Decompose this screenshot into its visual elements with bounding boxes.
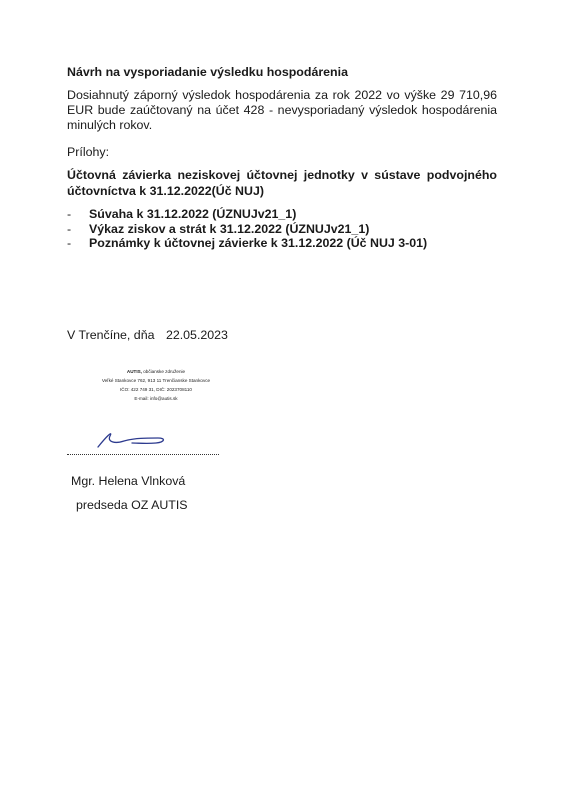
place-text: V Trenčíne, dňa (67, 328, 155, 342)
signer-name: Mgr. Helena Vlnková (71, 474, 186, 488)
result-paragraph: Dosiahnutý záporný výsledok hospodárenia za rok 2022 vo výške 29 710,96 EUR bude zaúčtovaný na účet 428 - nevysporiadaný výsledok hospodárenia minulých rokov. (67, 88, 497, 132)
organization-stamp (86, 367, 226, 403)
list-dash: - (67, 207, 72, 221)
stamp-org-line (86, 367, 226, 376)
handwritten-signature (92, 426, 168, 450)
place-date-line (67, 328, 228, 342)
document-heading: Návrh na vysporiadanie výsledku hospodárenia (67, 65, 348, 79)
attachment-item-text: Poznámky k účtovnej závierke k 31.12.2022 (Úč NUJ 3-01) (89, 236, 428, 250)
signer-role: predseda OZ AUTIS (76, 498, 188, 512)
stamp-org-type: občianske združenie (143, 369, 186, 374)
attachment-title: Účtovná závierka neziskovej účtovnej jednotky v sústave podvojného účtovníctva k 31.12.2022(Úč NUJ) (67, 168, 497, 198)
attachment-item (67, 222, 427, 237)
attachment-list (67, 207, 427, 251)
signature-line (67, 454, 219, 455)
stamp-address: Veľké Stankovce 762, 913 11 Trenčianske Stankovce (101, 378, 211, 383)
attachment-item (67, 207, 427, 222)
signature-stroke (98, 434, 163, 447)
attachment-item (67, 236, 427, 251)
list-dash: - (67, 221, 72, 236)
attachment-item-text: Výkaz ziskov a strát k 31.12.2022 (ÚZNUJv21_1) (89, 221, 370, 236)
date-text: 22.05.2023 (165, 328, 228, 342)
stamp-email: E-mail: info@autis.sk (134, 396, 178, 401)
stamp-org-name: AUTIS, (126, 369, 142, 374)
attachment-item-text: Súvaha k 31.12.2022 (ÚZNUJv21_1) (89, 207, 297, 221)
attachments-label: Prílohy: (67, 145, 110, 159)
list-dash: - (67, 236, 72, 250)
stamp-ids: IČO: 422 749 31, DIČ: 2023708110 (120, 387, 192, 392)
